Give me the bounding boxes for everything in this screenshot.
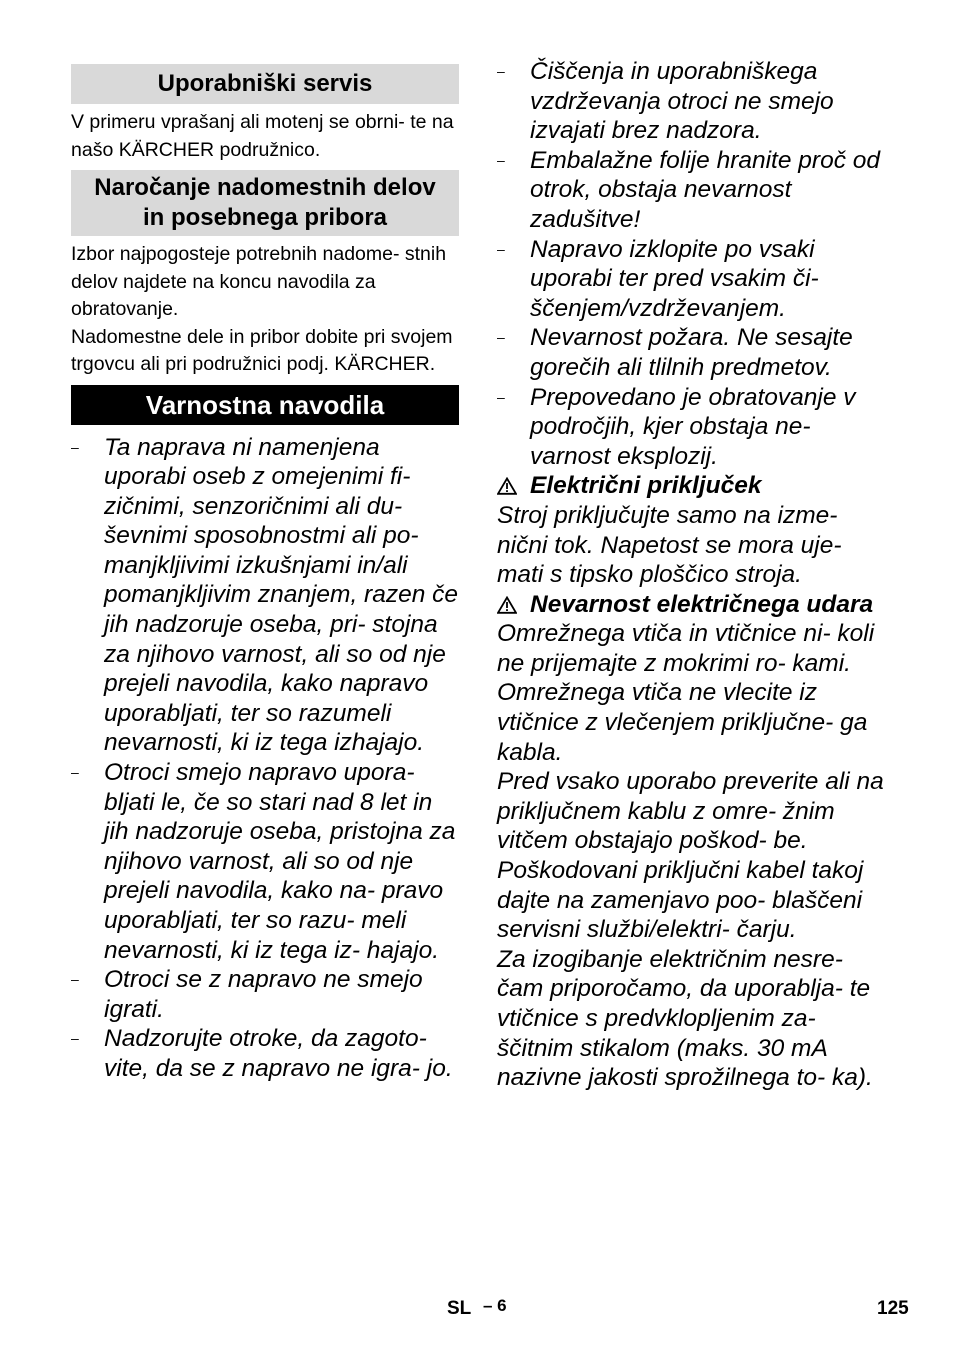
dash-bullet: – (71, 438, 79, 455)
dash-bullet: – (497, 240, 505, 257)
spare-parts-text (71, 241, 459, 379)
list-item: – Čiščenja in uporabniškega vzdrževanja otroci ne smejo izvajati brez nadzora. (497, 58, 834, 145)
warning-triangle-icon (497, 596, 517, 614)
electric-shock-para-2: Omrežnega vtiča ne vlecite iz vtičnice z vlečenjem priključne- ga kabla. (497, 679, 868, 766)
list-item: – Prepovedano je obratovanje v področjih, kjer obstaja ne- varnost eksplozij. (497, 383, 856, 470)
dash-bullet: – (497, 388, 505, 405)
warning-triangle-icon (497, 477, 517, 495)
dash-bullet: – (71, 971, 79, 988)
heading-electric-shock: Nevarnost električnega udara (497, 590, 889, 620)
list-item: – Ta naprava ni namenjena uporabi oseb z omejenimi fi- zičnimi, senzoričnimi ali du- ševnimi sposobnostmi ali po- manjkljivimi izkušnjami in/ali pomanjkljivim znanjem, razen če jih nadzoruje oseba, pri- stojna za njihovo varnost, ali so od nje prejeli navodila, kako napravo uporabljati, ter so razumeli nevarnosti, ki iz tega izhajajo. (71, 433, 459, 757)
list-item: – Nevarnost požara. Ne sesajte gorečih ali tlilnih predmetov. (497, 324, 853, 381)
dash-bullet: – (71, 764, 79, 781)
dash-bullet: – (497, 151, 505, 168)
spare-parts-para-1: Izbor najpogosteje potrebnih nadome- stnih delov najdete na koncu navodila za obratovanje. (71, 243, 447, 320)
safety-list (71, 433, 459, 1084)
electric-shock-para-3: Pred vsako uporabo preverite ali na priključnem kablu z omre- žnim vitčem obstajajo poškod- be. Poškodovani priključni kabel takoj dajte na zamenjavo poo- blaščeni servisni službi/elektri- čarju. (497, 768, 884, 944)
list-item: – Napravo izklopite po vsaki uporabi ter pred vsakim či- ščenjem/vzdrževanjem. (497, 235, 819, 322)
safety-list-continued (497, 57, 889, 471)
dash-bullet: – (71, 1030, 79, 1047)
footer-language: SL (447, 1298, 472, 1319)
heading-user-service: Uporabniški servis (71, 64, 459, 104)
footer-page-number: 125 (877, 1298, 909, 1319)
list-item: – Nadzorujte otroke, da zagoto- vite, da se z napravo ne igra- jo. (71, 1025, 453, 1082)
heading-spare-parts-line1: Naročanje nadomestnih delov (94, 174, 436, 201)
list-item: – Embalažne folije hranite proč od otrok, obstaja nevarnost zadušitve! (497, 146, 881, 233)
list-item: – Otroci se z napravo ne smejo igrati. (71, 966, 423, 1023)
heading-electrical-connection: Električni priključek (497, 471, 889, 501)
electrical-connection-text: Stroj priključujte samo na izme- nični tok. Napetost se mora uje- mati s tipsko ploščico stroja. (497, 501, 842, 589)
spare-parts-para-2: Nadomestne dele in pribor dobite pri svojem trgovcu ali pri podružnici podj. KÄRCHER. (71, 325, 453, 375)
electric-shock-para-1: Omrežnega vtiča in vtičnice ni- koli ne prijemajte z mokrimi ro- kami. (497, 620, 875, 677)
heading-spare-parts-line2: in posebnega pribora (142, 204, 388, 231)
footer-section-page: – 6 (483, 1296, 507, 1315)
list-item: – Otroci smejo napravo upora- bljati le, če so stari nad 8 let in jih nadzoruje oseba, pristojna za njihovo varnost, ali so od nje prejeli navodila, kako na- pravo uporabljati, ter so razu- meli nevarnosti, ki iz tega iz- hajajo. (71, 759, 456, 964)
right-column (497, 57, 889, 1093)
left-column (71, 64, 459, 1084)
dash-bullet: – (497, 63, 505, 79)
dash-bullet: – (497, 329, 505, 346)
heading-spare-parts (71, 170, 459, 236)
heading-safety-instructions: Varnostna navodila (71, 385, 459, 425)
user-service-text: V primeru vprašanj ali motenj se obrni- te na našo KÄRCHER podružnico. (71, 111, 454, 161)
electric-shock-para-4: Za izogibanje električnim nesre- čam priporočamo, da uporablja- te vtičnice s predvklopljenim za- ščitnim stikalom (maks. 30 mA nazivne jakosti sprožilnega to- ka). (497, 945, 873, 1092)
